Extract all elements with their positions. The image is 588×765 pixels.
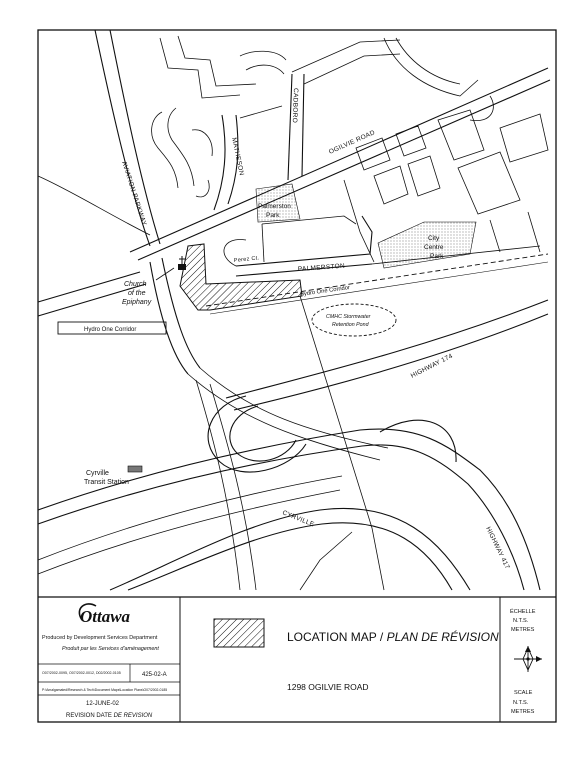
block-west-edge — [262, 224, 264, 262]
west-street-3 — [192, 130, 212, 156]
date: 12-JUNE-02 — [86, 701, 120, 707]
label-hydro-west: Hydro One Corridor — [84, 327, 137, 333]
matheson-edge-1 — [214, 115, 225, 210]
label-transit-1: Cyrville — [86, 470, 109, 477]
east-block-3 — [374, 166, 408, 204]
north-street-4 — [246, 65, 284, 74]
north-link — [240, 106, 282, 118]
highway-174-edge-1 — [226, 300, 548, 398]
east-street-1 — [344, 180, 374, 262]
label-highway-174: HIGHWAY 174 — [409, 352, 455, 380]
label-palmerston-park-2: Park — [266, 212, 280, 219]
label-transit-2: Transit Station — [84, 479, 129, 486]
east-block-7 — [500, 114, 548, 162]
east-block-6 — [458, 152, 520, 214]
cadboro-edge-1 — [288, 74, 292, 180]
label-city-centre-3: Park — [430, 253, 444, 260]
north-street-7 — [384, 38, 478, 96]
south-street — [300, 532, 352, 590]
label-church-1: Church — [124, 281, 147, 288]
ogilvie-road-edge-2 — [138, 80, 550, 260]
label-aviation: AVIATION PARKWAY — [120, 160, 148, 227]
scale-bottom-2: N.T.S. — [513, 700, 529, 706]
ns-line — [300, 296, 384, 590]
north-arrow-icon — [514, 646, 542, 672]
legend-hatch-swatch — [214, 619, 264, 647]
north-street-6 — [304, 54, 400, 84]
revision-date: REVISION DATE DE REVISION — [66, 713, 153, 719]
label-highway-417: HIGHWAY 417 — [484, 525, 511, 571]
east-block-4 — [408, 156, 440, 196]
hydro-corridor-east-line — [206, 254, 548, 306]
subject-site — [180, 244, 302, 310]
cyrville-edge-1 — [110, 508, 470, 590]
label-city-centre-2: Centre — [424, 244, 444, 251]
label-church-2: of the — [128, 290, 146, 297]
address: 1298 OGILVIE ROAD — [287, 682, 369, 692]
scale-top-3: METRES — [511, 627, 535, 633]
interchange-loop-east — [380, 420, 456, 462]
east-street-3 — [490, 220, 500, 252]
produced-by: Produced by Development Services Department — [42, 635, 158, 641]
scale-bottom-3: METRES — [511, 709, 535, 715]
label-city-centre-1: City — [428, 235, 440, 242]
label-cadboro: CADBORO — [290, 87, 299, 124]
transit-station-marker — [128, 466, 142, 472]
file-path: P:\Amalgamated\Research & Tech\Document Maps\Location Plans\O07/2002-0185 — [42, 688, 168, 692]
highway-417-edge-2 — [38, 445, 524, 590]
north-street-1 — [160, 38, 240, 98]
highway-174-edge-2 — [234, 314, 548, 410]
north-street-2 — [178, 36, 256, 86]
label-palmerston: PALMERSTON — [297, 262, 346, 273]
label-church-3: Epiphany — [122, 299, 152, 306]
ottawa-logo-text: Ottawa — [80, 607, 131, 626]
file-refs: O07/2002-0095, O07/2002-0012, D02/2002-0105 — [42, 671, 121, 675]
stormwater-pond — [312, 304, 396, 336]
north-street-8 — [396, 38, 460, 84]
west-street-2 — [168, 108, 194, 186]
scale-top-2: N.T.S. — [513, 618, 529, 624]
north-street-3 — [240, 51, 286, 60]
label-hydro-east: Hydro One Corridor — [299, 284, 351, 298]
label-cyrville: CYRVILLE — [281, 509, 316, 529]
west-cul-de-sac — [196, 180, 209, 197]
cadboro-edge-2 — [302, 74, 304, 176]
label-ogilvie: OGILVIE ROAD — [327, 129, 377, 156]
highway-417-ramp-2 — [38, 490, 340, 574]
label-palmerston-park-1: Palmerston — [258, 203, 291, 210]
cyrville-edge-2 — [128, 523, 452, 590]
label-matheson: MATHESON — [230, 136, 245, 177]
scale-bottom-1: SCALE — [514, 690, 533, 696]
east-block-5 — [438, 110, 484, 160]
west-street-1 — [152, 112, 178, 188]
label-pond-2: Retention Pond — [332, 322, 369, 328]
produit-par: Produit par les Services d'aménagement — [62, 646, 159, 652]
ogilvie-road-edge-1 — [130, 68, 548, 252]
label-pond-1: CMHC Stormwater — [326, 314, 371, 320]
ramp-south-2 — [210, 384, 256, 590]
highway-417-edge-1 — [38, 429, 540, 590]
drawing-number: 425-02-A — [142, 672, 167, 678]
church-building — [178, 264, 186, 270]
north-street-5 — [292, 40, 400, 72]
scale-top-1: ÉCHELLE — [510, 609, 536, 615]
label-perez: Perez Ct. — [233, 255, 260, 264]
east-block-1 — [356, 138, 390, 170]
map-title: LOCATION MAP / PLAN DE RÉVISION — [287, 630, 499, 644]
north-cul-de-sac — [470, 96, 493, 121]
